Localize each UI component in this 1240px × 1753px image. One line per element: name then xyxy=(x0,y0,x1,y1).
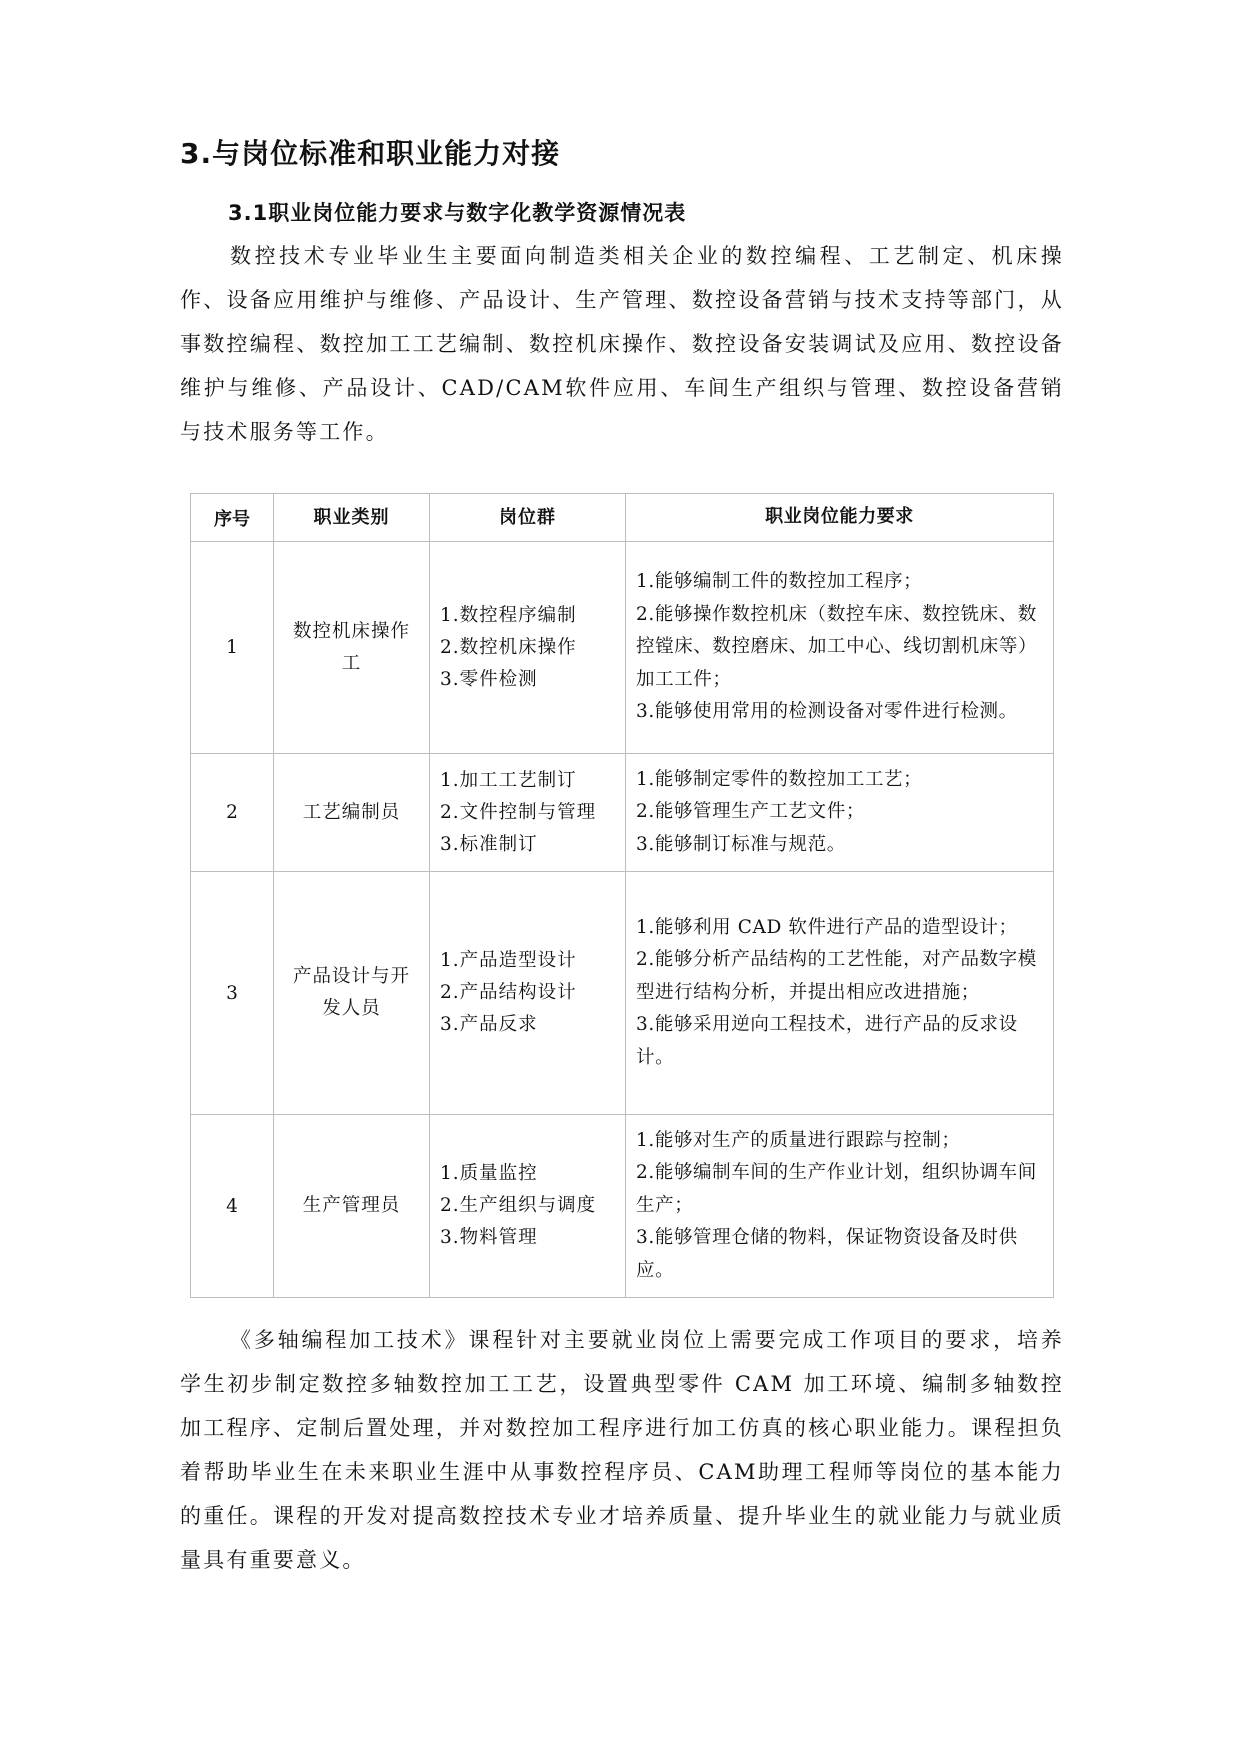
row-index: 4 xyxy=(191,1115,274,1298)
requirement-item: 2.能够管理生产工艺文件； xyxy=(636,801,865,823)
requirement-item: 2.能够分析产品结构的工艺性能，对产品数字模型进行结构分析，并提出相应改进措施； xyxy=(636,949,1037,1003)
row-index: 1 xyxy=(191,542,274,754)
section-heading: 3.与岗位标准和职业能力对接 xyxy=(180,137,561,170)
row-category: 生产管理员 xyxy=(274,1115,430,1298)
header-index: 序号 xyxy=(191,494,274,542)
header-job-group: 岗位群 xyxy=(430,494,626,542)
table-row xyxy=(191,542,1054,754)
row-index: 3 xyxy=(191,872,274,1115)
row-requirements xyxy=(626,872,1054,1115)
job-group-item: 3.零件检测 xyxy=(440,668,538,690)
job-group-item: 1.数控程序编制 xyxy=(440,604,577,626)
requirement-item: 1.能够制定零件的数控加工工艺； xyxy=(636,768,923,790)
job-group-item: 3.产品反求 xyxy=(440,1014,538,1035)
job-group-item: 1.质量监控 xyxy=(440,1163,538,1184)
intro-paragraph: 数控技术专业毕业生主要面向制造类相关企业的数控编程、工艺制定、机床操作、设备应用维护与维修、产品设计、生产管理、数控设备营销与技术支持等部门，从事数控编程、数控加工工艺编制、数控机床操作、数控设备安装调试及应用、数控设备维护与维修、产品设计、CAD/CAM软件应用、车间生产组织与管理、数控设备营销与技术服务等工作。 xyxy=(180,244,1064,444)
row-requirements xyxy=(626,542,1054,754)
row-job-groups xyxy=(430,872,626,1115)
row-job-groups xyxy=(430,754,626,872)
header-category: 职业类别 xyxy=(274,494,430,542)
row-job-groups xyxy=(430,1115,626,1298)
row-category: 工艺编制员 xyxy=(274,754,430,872)
header-requirements: 职业岗位能力要求 xyxy=(626,494,1054,542)
job-group-item: 2.数控机床操作 xyxy=(440,636,577,658)
row-category: 数控机床操作工 xyxy=(274,542,430,754)
job-group-item: 3.标准制订 xyxy=(440,833,538,855)
table-row xyxy=(191,1115,1054,1298)
requirement-item: 2.能够编制车间的生产作业计划，组织协调车间生产； xyxy=(636,1162,1037,1216)
job-group-item: 2.产品结构设计 xyxy=(440,982,577,1003)
job-group-item: 2.文件控制与管理 xyxy=(440,801,597,823)
requirement-item: 2.能够操作数控机床（数控车床、数控铣床、数控镗床、数控磨床、加工中心、线切割机床等）加工工件； xyxy=(636,603,1038,690)
row-index: 2 xyxy=(191,754,274,872)
requirement-item: 1.能够利用 CAD 软件进行产品的造型设计； xyxy=(636,916,1018,938)
requirement-item: 3.能够使用常用的检测设备对零件进行检测。 xyxy=(636,701,1018,723)
row-category: 产品设计与开发人员 xyxy=(274,872,430,1115)
subsection-heading: 3.1职业岗位能力要求与数字化教学资源情况表 xyxy=(228,201,687,225)
row-requirements xyxy=(626,754,1054,872)
closing-paragraph: 《多轴编程加工技术》课程针对主要就业岗位上需要完成工作项目的要求，培养学生初步制定数控多轴数控加工工艺，设置典型零件 CAM 加工环境、编制多轴数控加工程序、定制后置处理，并对数控加工程序进行加工仿真的核心职业能力。课程担负着帮助毕业生在未来职业生涯中从事数控程序员、CAM助理工程师等岗位的基本能力的重任。课程的开发对提高数控技术专业才培养质量、提升毕业生的就业能力与就业质量具有重要意义。 xyxy=(180,1328,1064,1572)
row-requirements xyxy=(626,1115,1054,1298)
requirement-item: 3.能够管理仓储的物料，保证物资设备及时供应。 xyxy=(636,1227,1018,1281)
row-job-groups xyxy=(430,542,626,754)
table-header-row xyxy=(191,494,1054,542)
requirement-item: 1.能够对生产的质量进行跟踪与控制； xyxy=(636,1129,961,1151)
requirement-item: 3.能够制订标准与规范。 xyxy=(636,833,846,855)
requirement-item: 1.能够编制工件的数控加工程序； xyxy=(636,571,923,593)
table-row xyxy=(191,754,1054,872)
job-group-item: 2.生产组织与调度 xyxy=(440,1195,597,1216)
job-group-item: 3.物料管理 xyxy=(440,1227,538,1248)
job-group-item: 1.加工工艺制订 xyxy=(440,769,577,791)
requirement-item: 3.能够采用逆向工程技术，进行产品的反求设计。 xyxy=(636,1014,1018,1068)
table-row xyxy=(191,872,1054,1115)
job-group-item: 1.产品造型设计 xyxy=(440,950,577,971)
job-ability-table xyxy=(190,493,1054,1298)
